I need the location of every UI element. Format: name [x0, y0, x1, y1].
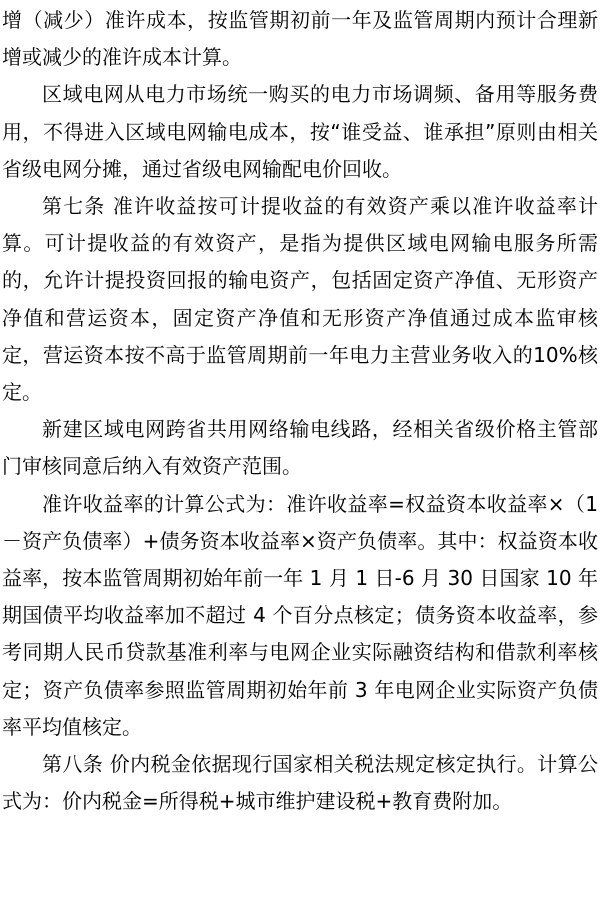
paragraph-new-lines: 新建区域电网跨省共用网络输电线路，经相关省级价格主管部门审核同意后纳入有效资产范围。	[2, 417, 598, 479]
paragraph-1-continuation: 增（减少）准许成本，按监管期初前一年及监管周期内预计合理新增或减少的准许成本计算。	[2, 8, 598, 70]
paragraph-ancillary-service-costs: 区域电网从电力市场统一购买的电力市场调频、备用等服务费用，不得进入区域电网输电成本，按“谁受益、谁承担”原则由相关省级电网分摊，通过省级电网输配电价回收。	[2, 82, 598, 181]
paragraph-article-7: 第七条 准许收益按可计提收益的有效资产乘以准许收益率计算。可计提收益的有效资产，是指为提供区域电网输电服务所需的，允许计提投资回报的输电资产，包括固定资产净值、无形资产净值和营运资本，固定资产净值和无形资产净值通过成本监审核定，营运资本按不高于监管周期前一年电力主营业务收入的10%核定。	[2, 194, 598, 405]
paragraph-article-8: 第八条 价内税金依据现行国家相关税法规定核定执行。计算公式为：价内税金=所得税+城市维护建设税+教育费附加。	[2, 752, 598, 814]
paragraph-return-rate-formula: 准许收益率的计算公式为：准许收益率=权益资本收益率×（1－资产负债率）+债务资本收益率×资产负债率。其中：权益资本收益率，按本监管周期初始年前一年 1 月 1 日-6 月 30 日国家 10 年期国债平均收益率加不超过 4 个百分点核定；债务资本收益率，参考同期人民币贷款基准利率与电网企业实际融资结构和借款利率核定；资产负债率参照监管周期初始年前 3 年电网企业实际资产负债率平均值核定。	[2, 491, 598, 739]
